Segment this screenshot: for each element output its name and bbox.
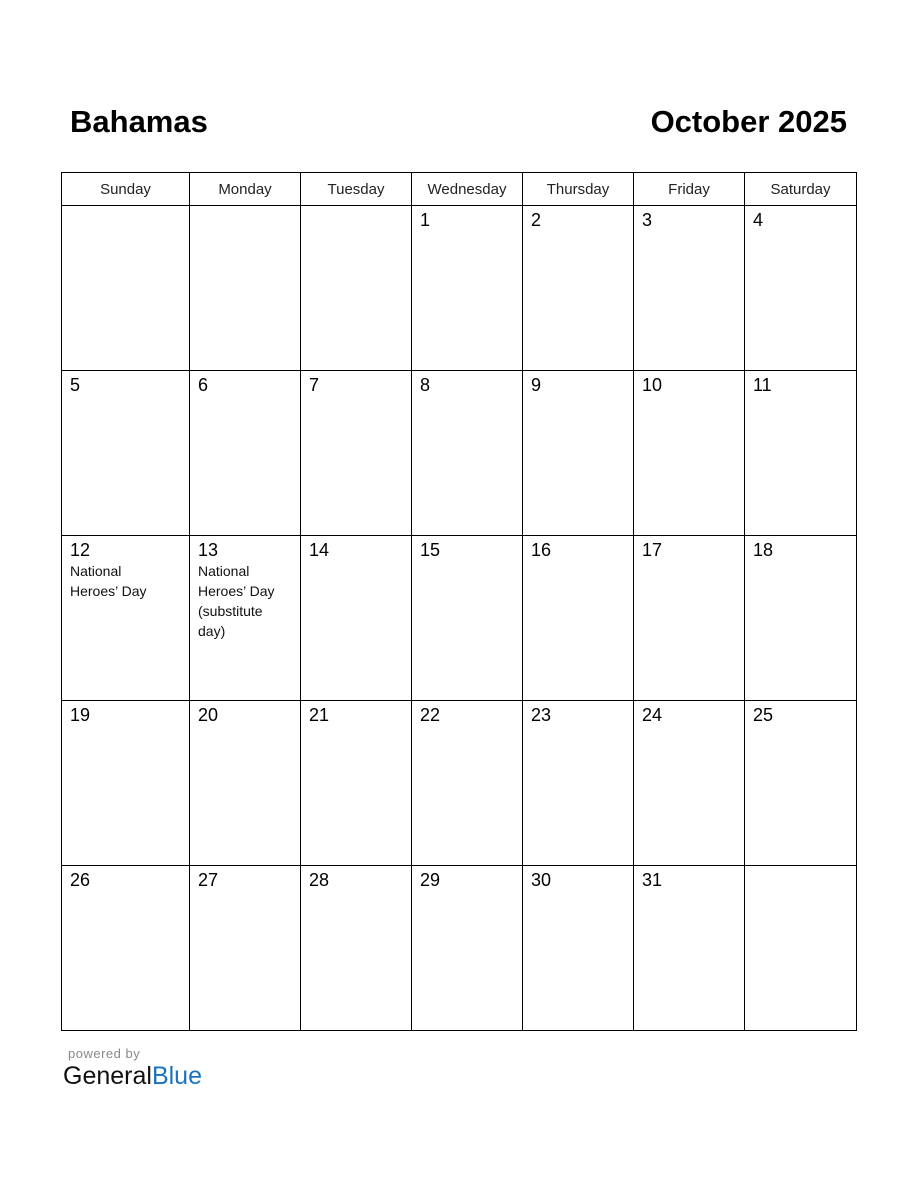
weekday-header-thursday: Thursday (523, 173, 634, 206)
day-cell (745, 536, 857, 701)
day-cell (412, 206, 523, 371)
day-cell (412, 536, 523, 701)
weekday-header-monday: Monday (190, 173, 301, 206)
day-cell (634, 371, 745, 536)
logo-general: General (63, 1062, 152, 1090)
week-row (62, 536, 857, 701)
day-number: 26 (70, 870, 91, 890)
day-cell (62, 536, 190, 701)
day-cell (523, 371, 634, 536)
day-number: 11 (753, 375, 772, 395)
day-cell (523, 206, 634, 371)
day-cell (62, 371, 190, 536)
week-row (62, 866, 857, 1031)
day-cell (523, 866, 634, 1031)
day-cell (62, 206, 190, 371)
day-number: 5 (70, 375, 81, 395)
day-cell (190, 866, 301, 1031)
day-number: 14 (309, 540, 330, 560)
day-number: 20 (198, 705, 219, 725)
day-number: 21 (309, 705, 330, 725)
day-cell (301, 206, 412, 371)
day-cell (301, 701, 412, 866)
day-cell (634, 866, 745, 1031)
weekday-header-wednesday: Wednesday (412, 173, 523, 206)
day-number: 18 (753, 540, 774, 560)
day-number: 27 (198, 870, 219, 890)
day-number: 24 (642, 705, 663, 725)
day-cell (62, 866, 190, 1031)
week-row (62, 206, 857, 371)
month-title: October 2025 (650, 104, 847, 139)
day-cell (634, 206, 745, 371)
day-cell (745, 866, 857, 1031)
day-cell (412, 371, 523, 536)
week-row (62, 701, 857, 866)
day-cell (634, 536, 745, 701)
day-number: 6 (198, 375, 209, 395)
day-number: 22 (420, 705, 441, 725)
day-number: 19 (70, 705, 91, 725)
day-cell (190, 701, 301, 866)
weekday-header-friday: Friday (634, 173, 745, 206)
country-title: Bahamas (70, 104, 208, 139)
day-cell (745, 371, 857, 536)
day-cell (301, 536, 412, 701)
day-number: 13 (198, 540, 219, 560)
day-number: 2 (531, 210, 542, 230)
weekday-header-tuesday: Tuesday (301, 173, 412, 206)
day-number: 25 (753, 705, 774, 725)
weekday-header-sunday: Sunday (62, 173, 190, 206)
day-cell (523, 701, 634, 866)
day-number: 1 (420, 210, 431, 230)
day-cell (62, 701, 190, 866)
weekday-header-row (62, 173, 857, 206)
day-number: 23 (531, 705, 552, 725)
day-cell (634, 701, 745, 866)
day-number: 29 (420, 870, 441, 890)
holiday-label: National Heroes’ Day (substitute day) (198, 563, 275, 639)
day-cell (190, 371, 301, 536)
week-row (62, 371, 857, 536)
generalblue-logo[interactable] (63, 1062, 202, 1091)
day-cell (523, 536, 634, 701)
day-number: 3 (642, 210, 653, 230)
day-number: 31 (642, 870, 663, 890)
day-number: 10 (642, 375, 663, 395)
day-number: 17 (642, 540, 663, 560)
calendar-grid (61, 172, 857, 1031)
day-number: 4 (753, 210, 764, 230)
day-cell (301, 866, 412, 1031)
day-number: 12 (70, 540, 91, 560)
day-number: 16 (531, 540, 552, 560)
day-number: 7 (309, 375, 320, 395)
day-cell (745, 701, 857, 866)
powered-by-text: powered by (68, 1046, 141, 1061)
day-number: 8 (420, 375, 431, 395)
day-cell (190, 206, 301, 371)
day-cell (301, 371, 412, 536)
weekday-header-saturday: Saturday (745, 173, 857, 206)
holiday-label: National Heroes’ Day (70, 563, 147, 599)
logo-blue: Blue (151, 1062, 202, 1090)
day-cell (190, 536, 301, 701)
day-number: 9 (531, 375, 542, 395)
day-number: 28 (309, 870, 330, 890)
day-number: 15 (420, 540, 441, 560)
day-cell (412, 701, 523, 866)
day-number: 30 (531, 870, 552, 890)
day-cell (412, 866, 523, 1031)
day-cell (745, 206, 857, 371)
